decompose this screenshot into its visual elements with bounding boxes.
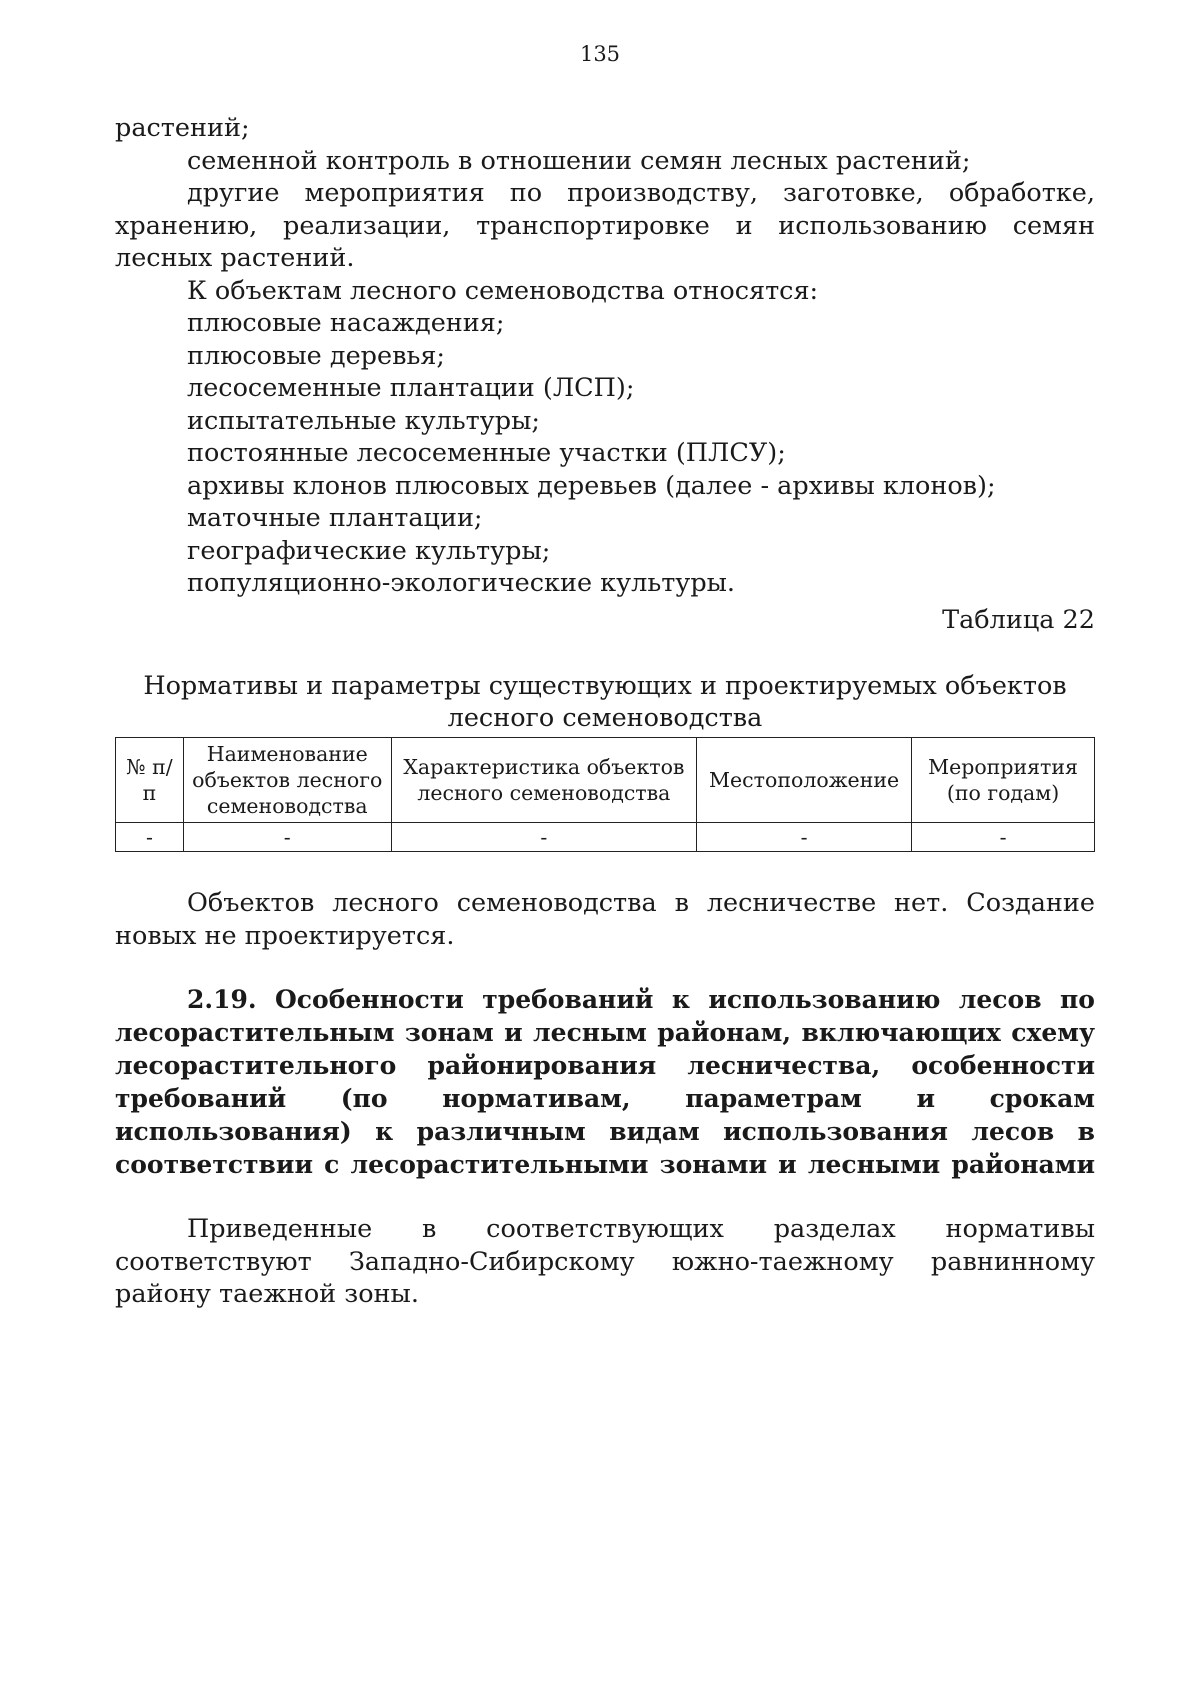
- final-paragraph-block: [115, 1213, 1095, 1311]
- list-item: постоянные лесосеменные участки (ПЛСУ);: [187, 438, 786, 468]
- table-header-cell: Местоположение: [697, 738, 912, 823]
- list-item: плюсовые деревья;: [187, 340, 446, 371]
- table-row: [116, 823, 1095, 852]
- text-line: К объектам лесного семеноводства относятся:: [187, 275, 819, 306]
- table-cell: -: [183, 823, 391, 852]
- list-item: популяционно-экологические культуры.: [187, 568, 736, 598]
- list-item: испытательные культуры;: [187, 405, 540, 436]
- list-item: лесосеменные плантации (ЛСП);: [187, 373, 635, 403]
- table-header-cell: № п/п: [116, 738, 184, 823]
- section-title: Особенности требований к использованию лесов по лесорастительным зонам и лесным районам, включающих схему лесорастительного районирования лесничества, особенности требований (по нормативам, параметрам и срокам использования) к различным видам использования лесов в соответствии с лесорастительными зонами и лесными районами: [115, 985, 1095, 1179]
- text-line: растений;: [115, 113, 250, 143]
- list-item: плюсовые насаждения;: [187, 308, 505, 338]
- table-cell: -: [912, 823, 1095, 852]
- paragraph-after-table: [115, 887, 1095, 952]
- section-heading-text: [115, 983, 1095, 1181]
- table-header-cell: Мероприятия (по годам): [912, 738, 1095, 823]
- table-header-cell: Характеристика объектов лесного семеноводства: [391, 738, 696, 823]
- table-caption: Таблица 22: [942, 605, 1095, 635]
- table-cell: -: [391, 823, 696, 852]
- text-line: семенной контроль в отношении семян лесных растений;: [187, 145, 971, 176]
- table-cell: -: [116, 823, 184, 852]
- list-item: архивы клонов плюсовых деревьев (далее - архивы клонов);: [187, 470, 996, 501]
- list-item: маточные плантации;: [187, 503, 483, 533]
- table-title: [115, 670, 1095, 734]
- section-number: 2.19.: [187, 985, 257, 1014]
- table-title-line: Нормативы и параметры существующих и проектируемых объектов: [143, 671, 1067, 701]
- text-paragraph: Приведенные в соответствующих разделах нормативы соответствуют Западно-Сибирскому южно-таежному равнинному району таежной зоны.: [115, 1214, 1095, 1309]
- norms-table: [115, 737, 1095, 852]
- table-cell: -: [697, 823, 912, 852]
- table-header-cell: Наименование объектов лесного семеноводства: [183, 738, 391, 823]
- table-title-line: лесного семеноводства: [447, 703, 763, 733]
- text-paragraph: Объектов лесного семеноводства в лесничестве нет. Создание новых не проектируется.: [115, 888, 1095, 951]
- text-paragraph: другие мероприятия по производству, заготовке, обработке, хранению, реализации, транспортировке и использованию семян лесных растений.: [115, 178, 1095, 273]
- page-number: 135: [579, 42, 621, 66]
- list-item: географические культуры;: [187, 535, 551, 566]
- table-header-row: [116, 738, 1095, 823]
- section-heading: [115, 983, 1095, 1181]
- section-text-top: [115, 112, 1095, 600]
